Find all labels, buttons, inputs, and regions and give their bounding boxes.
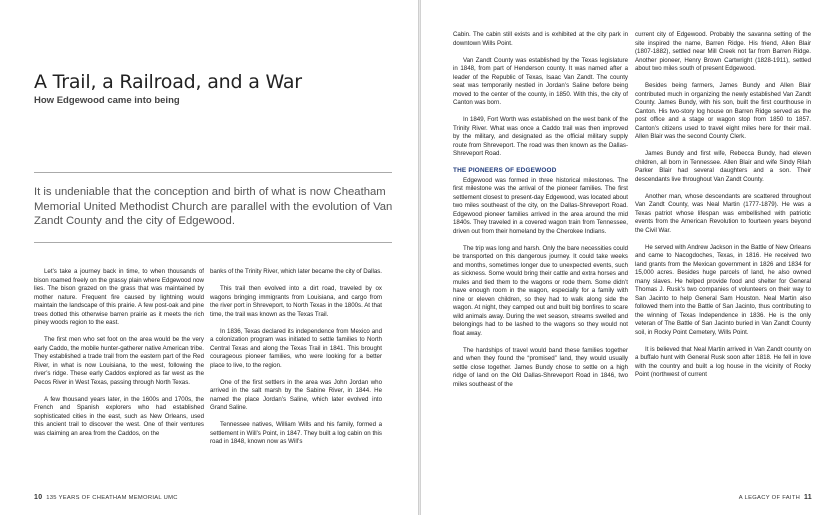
paragraph: In 1836, Texas declared its independence from Mexico and a colonization program was initiated to settle families to North Central Texas and along the Texas Trail in 1841. This brought courageous pioneer families, who were looking for a better place to live, to the region. [210, 327, 382, 369]
paragraph: A few thousand years later, in the 1600s and 1700s, the French and Spanish explorers who had established sophisticated cities in the east, such as New Orleans, used this ancient trail to discover the west. One of their ventures was claiming an area from the Caddos, on the [34, 395, 204, 437]
paragraph: banks of the Trinity River, which later became the city of Dallas. [210, 268, 382, 275]
paragraph: In 1849, Fort Worth was established on the west bank of the Trinity River. What was once a Caddo trail was then improved by the military, and designated as the official military supply route from Shreveport. The road was then known as the Dallas-Shreveport Road. [453, 116, 628, 157]
paragraph: Let’s take a journey back in time, to when thousands of bison roamed freely on the grassy plain where Edgewood now lies. The bison grazed on the grass that was maintained by mother nature. Frequent fire caused by lightning would maintain the landscape of this prairie. A few post-oak and pine trees dotted this otherwise barren prairie as it meets the rich piney woods region to the east. [34, 268, 204, 326]
section-heading: THE PIONEERS OF EDGEWOOD [453, 167, 557, 174]
paragraph: Besides being farmers, James Bundy and Allen Blair contributed much in organizing the newly established Van Zandt County. James Bundy, with his son, built the first courthouse in Canton. His two-story log house on Barren Ridge served as the post office and a stage or wagon stop from 1850 to 1857. Canton’s citizens used to travel eight miles here for their mail. Allen Blair was the second County Clerk. [635, 82, 811, 140]
paragraph: Tennessee natives, William Wills and his family, formed a settlement in Will’s Point, in 1847. They built a log cabin on this road in 1848, known now as Will’s [210, 421, 382, 445]
paragraph: One of the first settlers in the area was John Jordan who arrived in the salt marsh by the Sabine River, in 1844. He named the place Jordan’s Saline, which later evolved into Grand Saline. [210, 378, 382, 411]
pull-quote: It is undeniable that the conception and birth of what is now Cheatham Memorial United Methodist Church are parallel with the evolution of Van Zandt County and the city of Edgewood. [34, 186, 393, 228]
footer-title: A LEGACY OF FAITH [738, 495, 801, 501]
paragraph: Van Zandt County was established by the Texas legislature in 1848, from part of Henderson county. It was named after a leader of the Republic of Texas, Isaac Van Zandt. The county seat was temporarily nestled in Jordan’s Saline before being moved to the center of the county, in 1850. With this, the city of Canton was born. [453, 56, 628, 106]
right-column-2 [635, 31, 811, 487]
left-column-2 [210, 268, 382, 484]
divider-bottom [34, 242, 392, 243]
paragraph: Edgewood was formed in three historical milestones. The first milestone was the arrival of the pioneer families. The first settlement closest to present-day Edgewood, was located about two miles southeast of the city, on the Dallas-Shreveport Road. Edgewood pioneer families arrived in the area around the mid 1840s. They traveled in a covered wagon train from Tennessee, driven out from their homeland by the Cherokee Indians. [453, 176, 628, 235]
paragraph: Another man, whose descendants are scattered throughout Van Zandt County, was Neal Martin (1777-1879). He was a Texas patriot whose lifespan was embellished with patriotic events from the American Revolution to fourteen years beyond the Civil War. [635, 192, 811, 234]
paragraph: He served with Andrew Jackson in the Battle of New Orleans and came to Nacogdoches, Texas, in 1816. He received two land grants from the Mexican government in 1826 and 1834 for 15,000 acres. Besides huge parcels of land, he also owned many slaves. He helped provide food and shelter for General Thomas J. Rusk’s two companies of volunteers on their way to San Jacinto to help General Sam Houston. Neal Martin also followed them into the Battle of San Jacinto, thus contributing to the winning of Texas Independence in 1836. He is the only veteran of The Battle of San Jacinto buried in Van Zandt County soil, in Rocky Point Cemetery, Wills Point. [635, 243, 811, 336]
paragraph: Cabin. The cabin still exists and is exhibited at the city park in downtown Wills Point. [453, 31, 628, 47]
footer-title: 135 YEARS OF CHEATHAM MEMORIAL UMC [46, 495, 178, 501]
paragraph: This trail then evolved into a dirt road, traveled by ox wagons bringing immigrants from Louisiana, and cargo from the river port in Shreveport, to North Texas in the 1800s. At that time, the trail was known as the Texas Trail. [210, 285, 382, 318]
page-subtitle: How Edgewood came into being [34, 95, 180, 106]
right-page [421, 0, 840, 515]
right-footer [739, 494, 812, 501]
left-page [0, 0, 418, 515]
page-number: 11 [804, 494, 812, 501]
divider-top [34, 172, 392, 173]
paragraph: James Bundy and first wife, Rebecca Bundy, had eleven children, all born in Tennessee. Allen Blair and wife Sindy Rilah Parker Blair had several daughters and a son. Their descendants live throughout Van Zandt County. [635, 150, 811, 183]
paragraph: The hardships of travel would band these families together and when they found the “promised” land, they would usually settle close together. James Bundy chose to settle on a high ridge of land on the Old Dallas-Shreveport Road in 1846, two miles southeast of the [453, 346, 628, 388]
page-title: A Trail, a Railroad, and a War [34, 71, 302, 93]
paragraph: The trip was long and harsh. Only the bare necessities could be transported on this dangerous journey. It could take weeks and months, sometimes longer due to unexpected events, such as sickness. Some would bring their cattle and extra horses and mules and tied them to the wagons or rode them. Some didn’t have enough room in the wagon, especially for a family with nine or eleven children, so they had to walk along side the wagon. At night, they camped out and built big bonfires to scare wild animals away. During the wet season, streams swelled and belongings had to be lashed to the wagons so they would not float away. [453, 244, 628, 337]
page-number: 10 [34, 494, 43, 501]
left-footer [34, 494, 178, 501]
paragraph: The first men who set foot on the area would be the very early Caddo, the mobile hunter-gatherer native American tribe. They established a trade trail from the eastern part of the Red River, in what is now Louisiana, to the west, following the river’s ridge. These early Caddos explored as far west as the Pecos River in West Texas, passing through North Texas. [34, 336, 204, 386]
left-column-1 [34, 268, 204, 484]
right-column-1 [453, 31, 628, 487]
paragraph: It is believed that Neal Martin arrived in Van Zandt county on a buffalo hunt with General Rusk soon after 1818. He fell in love with the country and built a log house in the vicinity of Rocky Point (northwest of current [635, 345, 811, 378]
paragraph: current city of Edgewood. Probably the savanna setting of the site inspired the name, Barren Ridge. His friend, Allen Blair (1807-1882), settled near Mill Creek not far from Barren Ridge. Another pioneer, Henry Brown Cartwright (1828-1911), settled about two miles south of present Edgewood. [635, 31, 811, 72]
